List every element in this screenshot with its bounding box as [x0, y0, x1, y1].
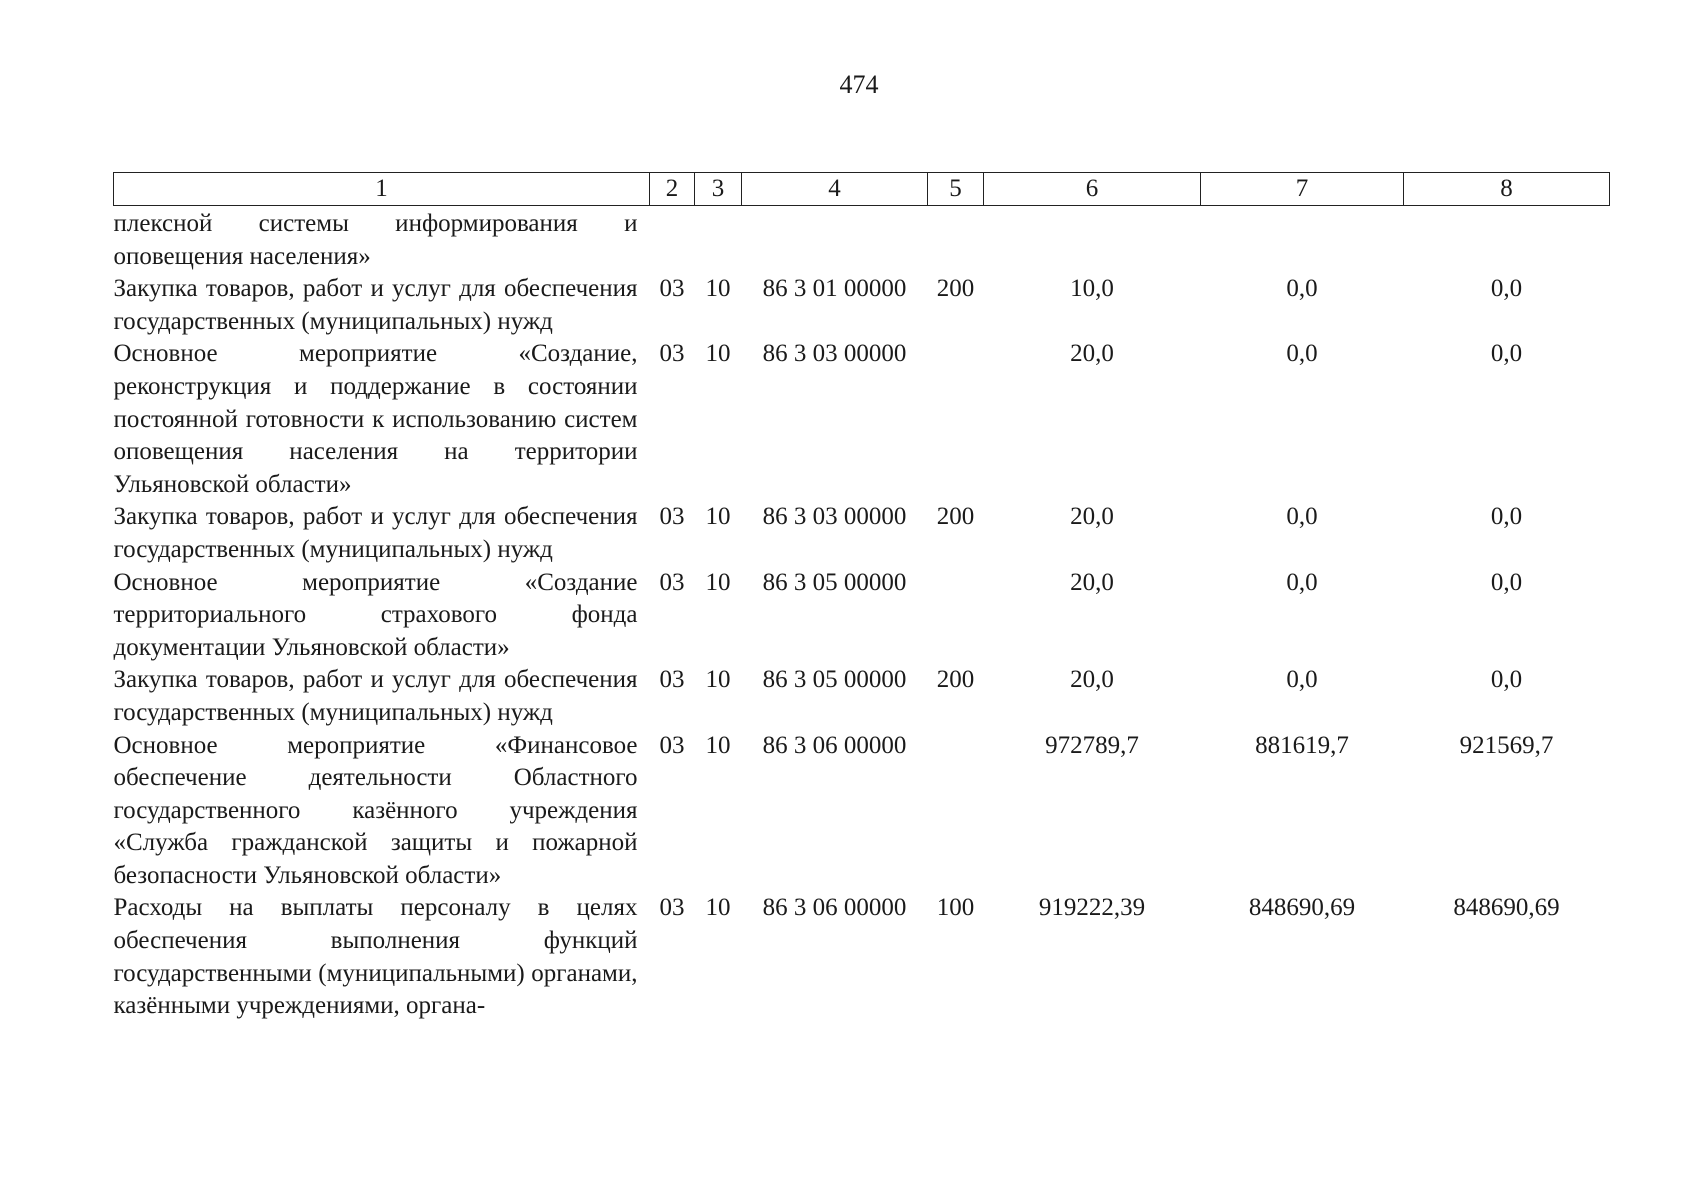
row-subsection: 10 [705, 568, 731, 596]
row-name: Основное мероприятие «Финансовое обеспечение деятельности Областного государственного казённого учреждения «Служба гражданской защиты и пожарной безопасности Ульяновской области» [113, 731, 638, 889]
row-subsection: 10 [705, 666, 731, 694]
row-name: Закупка товаров, работ и услуг для обеспечения государственных (муниципальных) нужд [113, 666, 638, 726]
row-section: 03 [659, 503, 685, 531]
row-amount-7: 881619,7 [1255, 731, 1349, 759]
row-amount-8: 921569,7 [1459, 731, 1554, 759]
row-name: Закупка товаров, работ и услуг для обеспечения государственных (муниципальных) нужд [113, 503, 638, 563]
row-target-code: 86 3 06 00000 [762, 894, 907, 922]
row-name: плексной системы информирования и оповещения населения» [113, 210, 638, 270]
row-target-code: 86 3 05 00000 [762, 568, 907, 596]
row-expense-type [928, 730, 984, 893]
row-amount-6: 10,0 [1070, 275, 1114, 303]
row-amount-7: 0,0 [1286, 666, 1318, 694]
row-subsection: 10 [705, 503, 731, 531]
row-amount-8: 0,0 [1490, 275, 1523, 303]
row-amount-6: 20,0 [1070, 568, 1114, 596]
budget-table [113, 172, 1610, 1023]
header-col-6: 6 [984, 173, 1201, 206]
row-amount-6: 20,0 [1070, 340, 1114, 368]
header-col-8: 8 [1404, 173, 1610, 206]
header-col-2: 2 [650, 173, 695, 206]
row-section: 03 [659, 731, 685, 759]
table-row [114, 501, 1610, 566]
row-amount-7 [1201, 206, 1404, 274]
row-amount-8: 0,0 [1490, 568, 1523, 596]
row-section: 03 [659, 666, 685, 694]
row-section: 03 [659, 894, 685, 922]
row-section [650, 206, 695, 274]
row-subsection: 10 [705, 894, 731, 922]
row-subsection [695, 206, 742, 274]
row-amount-6: 972789,7 [1045, 731, 1139, 759]
header-col-1: 1 [114, 173, 650, 206]
row-expense-type: 200 [936, 666, 975, 694]
table-header-row [114, 173, 1610, 206]
row-subsection: 10 [705, 275, 731, 303]
row-amount-8 [1404, 206, 1610, 274]
row-amount-6 [984, 206, 1201, 274]
row-expense-type: 200 [936, 503, 975, 531]
row-amount-7: 0,0 [1286, 503, 1318, 531]
row-amount-7: 848690,69 [1248, 894, 1356, 922]
table-row [114, 206, 1610, 274]
row-amount-8: 0,0 [1490, 666, 1523, 694]
row-section: 03 [659, 340, 685, 368]
row-target-code: 86 3 03 00000 [762, 340, 907, 368]
table-row [114, 892, 1610, 1022]
row-expense-type [928, 567, 984, 665]
row-expense-type: 200 [936, 275, 975, 303]
table-row [114, 338, 1610, 501]
table-row [114, 664, 1610, 729]
header-col-5: 5 [928, 173, 984, 206]
row-name: Основное мероприятие «Создание, реконструкция и поддержание в состоянии постоянной готовности к использованию систем оповещения населения на территории Ульяновской области» [113, 340, 638, 498]
table-row [114, 730, 1610, 893]
row-expense-type [928, 338, 984, 501]
row-amount-7: 0,0 [1286, 568, 1318, 596]
row-amount-8: 0,0 [1490, 503, 1523, 531]
row-amount-7: 0,0 [1286, 275, 1318, 303]
row-target-code: 86 3 05 00000 [762, 666, 907, 694]
row-target-code: 86 3 03 00000 [762, 503, 907, 531]
row-amount-6: 919222,39 [1038, 894, 1146, 922]
row-name: Расходы на выплаты персоналу в целях обеспечения выполнения функций государственными (муниципальными) органами, казёнными учреждениями, органа- [113, 894, 638, 1020]
table-row [114, 273, 1610, 338]
row-amount-8: 848690,69 [1453, 894, 1560, 922]
header-col-7: 7 [1201, 173, 1404, 206]
header-col-3: 3 [695, 173, 742, 206]
row-amount-7: 0,0 [1286, 340, 1318, 368]
row-subsection: 10 [705, 731, 731, 759]
row-amount-6: 20,0 [1070, 503, 1114, 531]
row-target-code: 86 3 01 00000 [762, 275, 907, 303]
row-amount-6: 20,0 [1070, 666, 1114, 694]
table-row [114, 567, 1610, 665]
row-section: 03 [659, 568, 685, 596]
row-target-code: 86 3 06 00000 [762, 731, 907, 759]
page-number: 474 [839, 70, 879, 99]
row-name: Основное мероприятие «Создание территориального страхового фонда документации Ульяновской области» [113, 568, 638, 661]
row-amount-8: 0,0 [1490, 340, 1523, 368]
header-col-4: 4 [742, 173, 928, 206]
row-section: 03 [659, 275, 685, 303]
row-target-code [742, 206, 928, 274]
row-name: Закупка товаров, работ и услуг для обеспечения государственных (муниципальных) нужд [113, 275, 638, 335]
row-subsection: 10 [705, 340, 731, 368]
row-expense-type [928, 206, 984, 274]
row-expense-type: 100 [936, 894, 975, 922]
